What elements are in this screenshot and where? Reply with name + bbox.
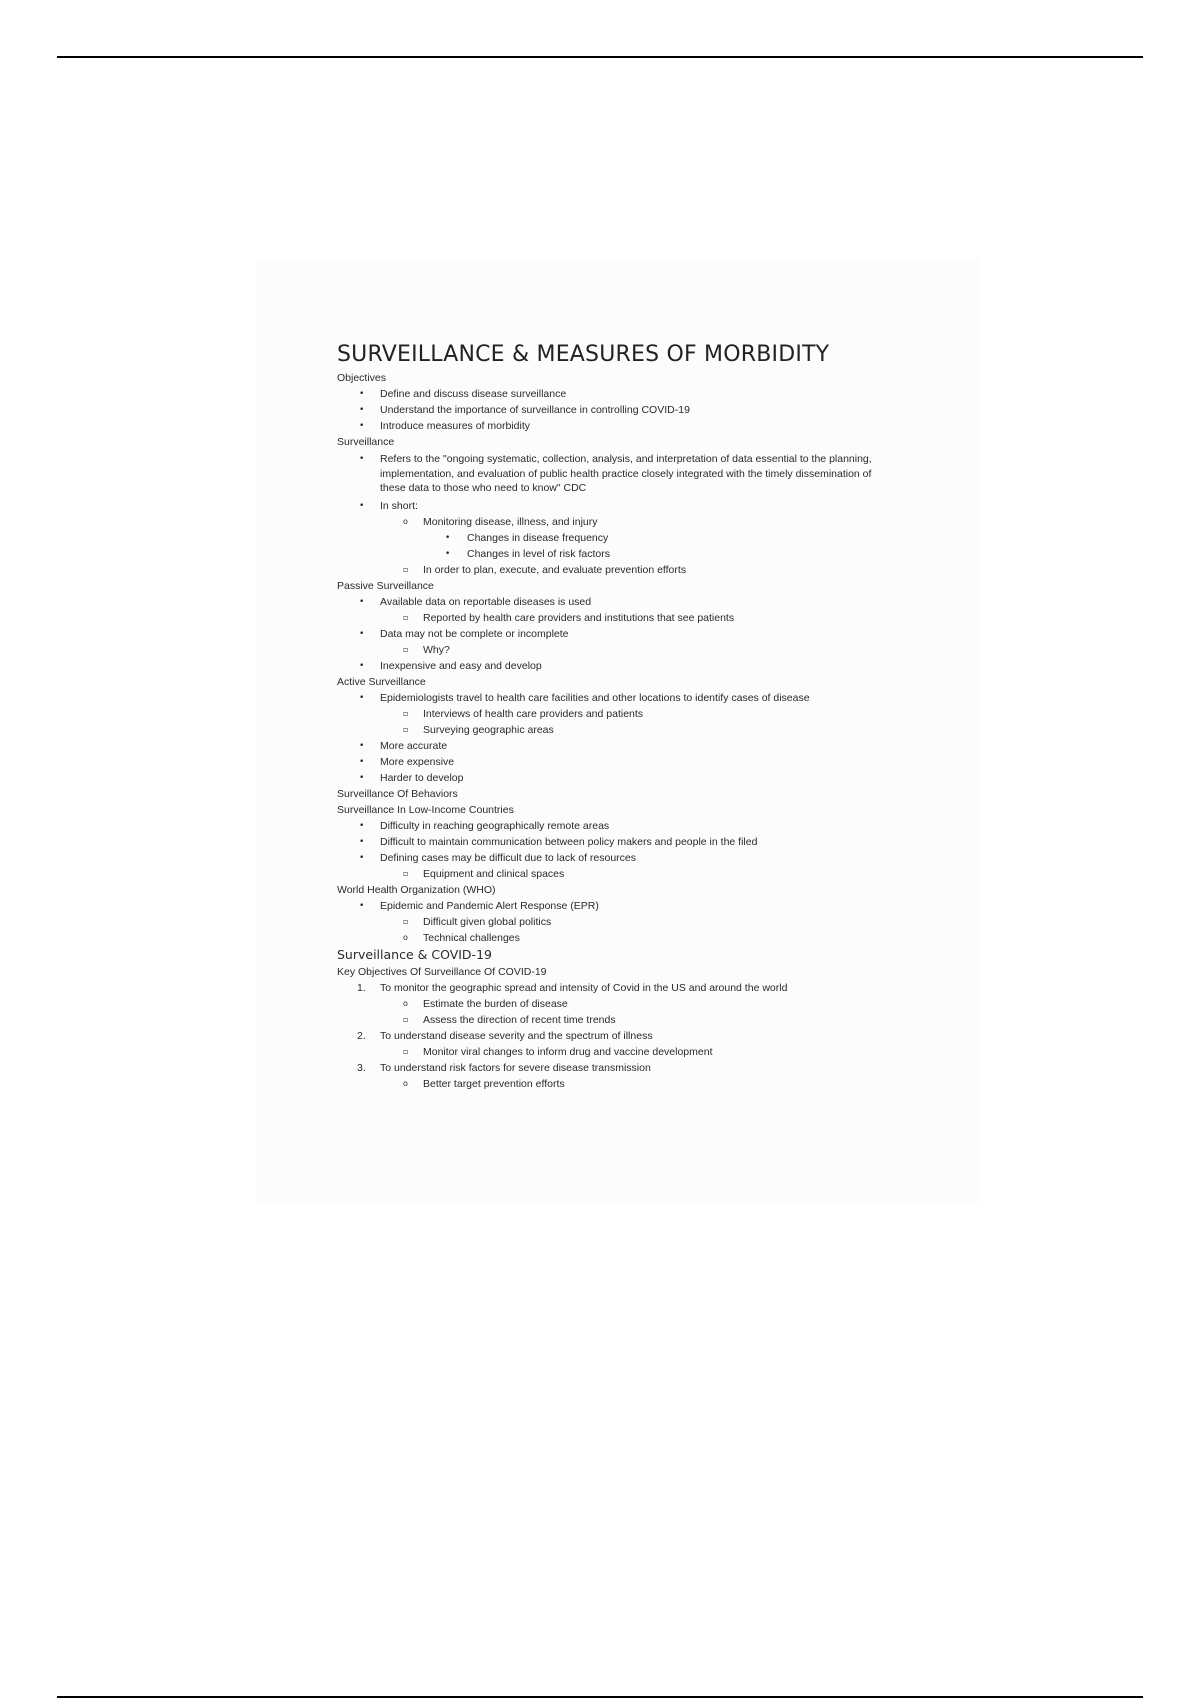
list-item: ▫ Monitor viral changes to inform drug and vaccine development bbox=[403, 1045, 713, 1058]
sub-bullet-icon: ▫ bbox=[403, 1046, 409, 1056]
list-number: 3. bbox=[357, 1061, 366, 1074]
sub-bullet-icon: o bbox=[403, 932, 408, 942]
passive-heading: Passive Surveillance bbox=[337, 579, 434, 592]
active-heading: Active Surveillance bbox=[337, 675, 426, 688]
document-title: SURVEILLANCE & MEASURES OF MORBIDITY bbox=[337, 342, 830, 367]
bullet-icon: • bbox=[445, 548, 451, 559]
document-content bbox=[337, 340, 937, 1092]
list-item: o Better target prevention efforts bbox=[403, 1077, 565, 1090]
list-item: • Refers to the "ongoing systematic, collection, analysis, and interpretation of data essential to the planning, implementation, and evaluation of public health practice closely integrated with the timely dissemination of these data to those who need to know" CDC bbox=[359, 453, 872, 494]
sub-bullet-icon: ▫ bbox=[403, 708, 409, 718]
sub-bullet-icon: ▫ bbox=[403, 916, 409, 926]
bullet-icon: • bbox=[359, 740, 365, 751]
bullet-icon: • bbox=[359, 500, 365, 511]
list-item: o Estimate the burden of disease bbox=[403, 997, 568, 1010]
list-item: • Epidemic and Pandemic Alert Response (EPR) bbox=[359, 899, 599, 912]
list-item: o Monitoring disease, illness, and injury bbox=[403, 515, 598, 528]
bullet-icon: • bbox=[359, 772, 365, 783]
bullet-icon: • bbox=[359, 596, 365, 607]
low-income-heading: Surveillance In Low-Income Countries bbox=[337, 803, 514, 816]
sub-bullet-icon: ▫ bbox=[403, 724, 409, 734]
list-item: ▫ Why? bbox=[403, 643, 450, 656]
list-item: ▫ Difficult given global politics bbox=[403, 915, 552, 928]
list-item: ▫ Surveying geographic areas bbox=[403, 723, 554, 736]
sub-bullet-icon: o bbox=[403, 1078, 408, 1088]
behaviors-heading: Surveillance Of Behaviors bbox=[337, 787, 458, 800]
list-item: • Introduce measures of morbidity bbox=[359, 420, 530, 432]
bullet-icon: • bbox=[359, 900, 365, 911]
top-rule bbox=[57, 56, 1143, 58]
who-heading: World Health Organization (WHO) bbox=[337, 883, 496, 896]
list-item: • Data may not be complete or incomplete bbox=[359, 627, 569, 640]
bullet-icon: • bbox=[359, 836, 365, 847]
list-item: • Inexpensive and easy and develop bbox=[359, 659, 542, 672]
list-item: • Available data on reportable diseases is used bbox=[359, 595, 592, 608]
list-item: • Defining cases may be difficult due to lack of resources bbox=[359, 851, 637, 864]
list-item: • Epidemiologists travel to health care facilities and other locations to identify cases of disease bbox=[359, 691, 810, 704]
sub-bullet-icon: ▫ bbox=[403, 1014, 409, 1024]
bullet-icon: • bbox=[359, 389, 365, 399]
bullet-icon: • bbox=[359, 628, 365, 639]
list-item: ▫ Interviews of health care providers and patients bbox=[403, 707, 644, 720]
sub-bullet-icon: o bbox=[403, 998, 408, 1008]
surveillance-heading: Surveillance bbox=[337, 436, 395, 448]
bullet-icon: • bbox=[359, 852, 365, 863]
list-item: ▫ Reported by health care providers and institutions that see patients bbox=[403, 611, 735, 624]
list-item: 2. To understand disease severity and the spectrum of illness bbox=[357, 1029, 653, 1042]
sub-bullet-icon: ▫ bbox=[403, 612, 409, 622]
bullet-icon: • bbox=[445, 532, 451, 543]
list-item: • Changes in disease frequency bbox=[445, 531, 609, 544]
bullet-icon: • bbox=[359, 692, 365, 703]
list-item: • More accurate bbox=[359, 739, 448, 752]
list-item: • More expensive bbox=[359, 755, 455, 768]
objectives-heading: Objectives bbox=[337, 372, 387, 384]
sub-bullet-icon: ▫ bbox=[403, 868, 409, 878]
list-item: • Understand the importance of surveillance in controlling COVID-19 bbox=[359, 404, 690, 416]
bullet-icon: • bbox=[359, 756, 365, 767]
list-number: 1. bbox=[357, 981, 366, 994]
list-item: • Define and discuss disease surveillance bbox=[359, 388, 567, 400]
list-item: 3. To understand risk factors for severe disease transmission bbox=[357, 1061, 651, 1074]
sub-bullet-icon: o bbox=[403, 516, 408, 526]
list-item: o Technical challenges bbox=[403, 931, 520, 944]
list-item: 1. To monitor the geographic spread and intensity of Covid in the US and around the world bbox=[357, 981, 788, 994]
sub-bullet-icon: ▫ bbox=[403, 564, 409, 574]
list-item: • In short: bbox=[359, 499, 418, 512]
bullet-icon: • bbox=[359, 454, 365, 464]
list-item: • Difficult to maintain communication between policy makers and people in the filed bbox=[359, 835, 758, 848]
bottom-rule bbox=[57, 1696, 1143, 1698]
sub-bullet-icon: ▫ bbox=[403, 644, 409, 654]
list-item: • Difficulty in reaching geographically remote areas bbox=[359, 819, 610, 832]
list-item: • Changes in level of risk factors bbox=[445, 547, 610, 560]
list-item: ▫ In order to plan, execute, and evaluate prevention efforts bbox=[403, 563, 687, 576]
covid-key-objectives-heading: Key Objectives Of Surveillance Of COVID-19 bbox=[337, 965, 547, 978]
bullet-icon: • bbox=[359, 405, 365, 415]
covid-heading: Surveillance & COVID-19 bbox=[337, 946, 492, 962]
list-item: ▫ Assess the direction of recent time trends bbox=[403, 1013, 616, 1026]
bullet-icon: • bbox=[359, 421, 365, 431]
bullet-icon: • bbox=[359, 820, 365, 831]
list-item: ▫ Equipment and clinical spaces bbox=[403, 867, 565, 880]
list-item: • Harder to develop bbox=[359, 771, 464, 784]
list-number: 2. bbox=[357, 1029, 366, 1042]
bullet-icon: • bbox=[359, 660, 365, 671]
